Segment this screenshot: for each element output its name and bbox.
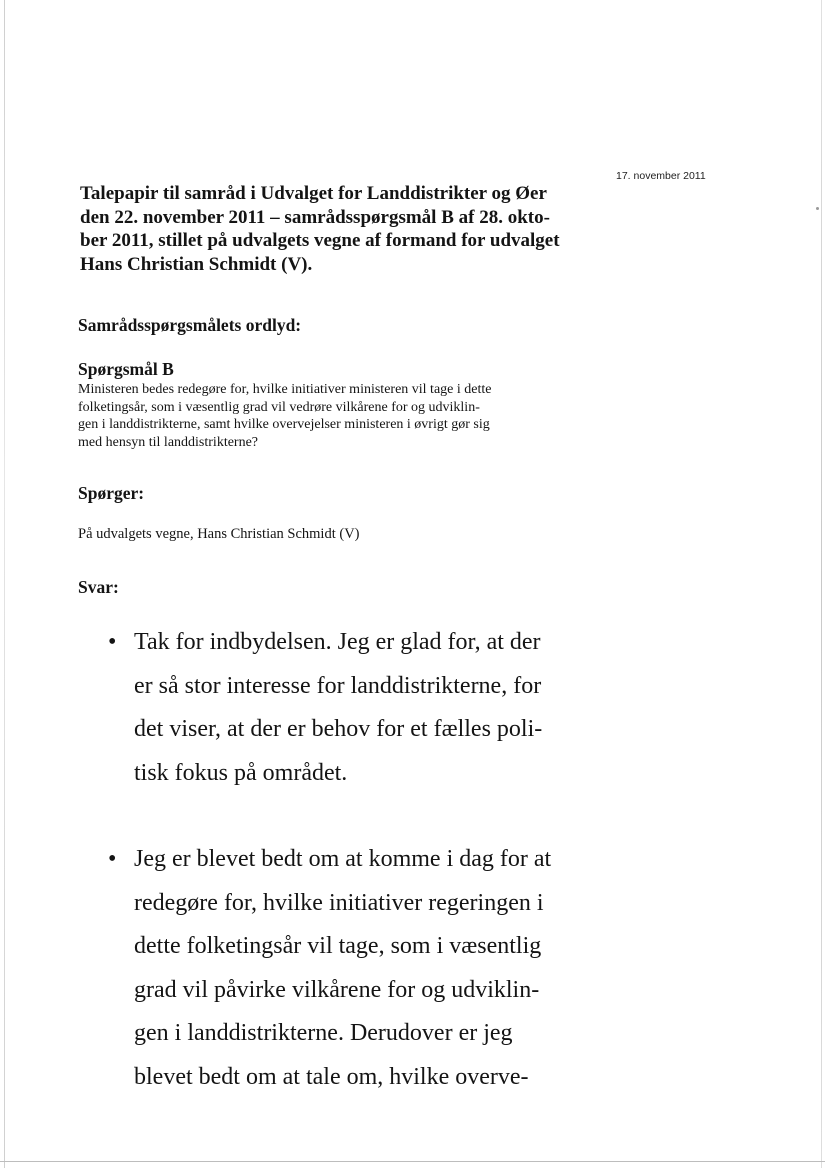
bullet-icon: • (108, 629, 117, 655)
bullet-line: gen i landdistrikterne. Derudover er jeg (134, 1020, 513, 1046)
question-line: med hensyn til landdistrikterne? (78, 434, 259, 450)
scan-edge-bottom (0, 1161, 825, 1162)
question-text (78, 381, 578, 451)
bullet-line: det viser, at der er behov for et fælles poli- (134, 716, 543, 742)
title-line: ber 2011, stillet på udvalgets vegne af formand for udvalget (80, 230, 560, 251)
bullet-text (134, 621, 574, 795)
question-line: folketingsår, som i væsentlig grad vil vedrøre vilkårene for og udviklin- (78, 399, 480, 415)
document-date: 17. november 2011 (616, 170, 706, 182)
bullet-line: blevet bedt om at tale om, hvilke overve- (134, 1063, 529, 1090)
title-line: den 22. november 2011 – samrådsspørgsmål B af 28. okto- (80, 206, 550, 228)
bullet-line: tisk fokus på området. (134, 759, 348, 786)
asker-heading: Spørger: (78, 483, 145, 503)
wording-heading: Samrådsspørgsmålets ordlyd: (78, 315, 302, 335)
answer-bullet (108, 838, 588, 1099)
question-line: gen i landdistrikterne, samt hvilke overvejelser ministeren i øvrigt gør sig (78, 417, 490, 432)
title-line: Hans Christian Schmidt (V). (80, 253, 313, 275)
scan-edge-left (4, 0, 5, 1168)
question-heading: Spørgsmål B (78, 359, 174, 379)
answer-heading: Svar: (78, 577, 119, 597)
bullet-icon: • (108, 846, 117, 872)
answer-bullet (108, 621, 588, 795)
bullet-line: redegøre for, hvilke initiativer regeringen i (134, 889, 544, 916)
document-title (80, 182, 580, 276)
question-line: Ministeren bedes redegøre for, hvilke initiativer ministeren vil tage i dette (78, 382, 492, 397)
bullet-line: Tak for indbydelsen. Jeg er glad for, at der (134, 629, 541, 655)
bullet-line: grad vil påvirke vilkårene for og udviklin- (134, 976, 540, 1003)
scan-edge-right (821, 0, 822, 1168)
bullet-line: er så stor interesse for landdistrikterne, for (134, 672, 542, 699)
bullet-line: dette folketingsår vil tage, som i væsentlig (134, 933, 542, 959)
bullet-text (134, 838, 574, 1099)
scan-speck (816, 207, 819, 210)
bullet-line: Jeg er blevet bedt om at komme i dag for at (134, 846, 552, 872)
title-line: Talepapir til samråd i Udvalget for Landdistrikter og Øer (80, 183, 547, 204)
asker-text: På udvalgets vegne, Hans Christian Schmidt (V) (78, 526, 360, 542)
